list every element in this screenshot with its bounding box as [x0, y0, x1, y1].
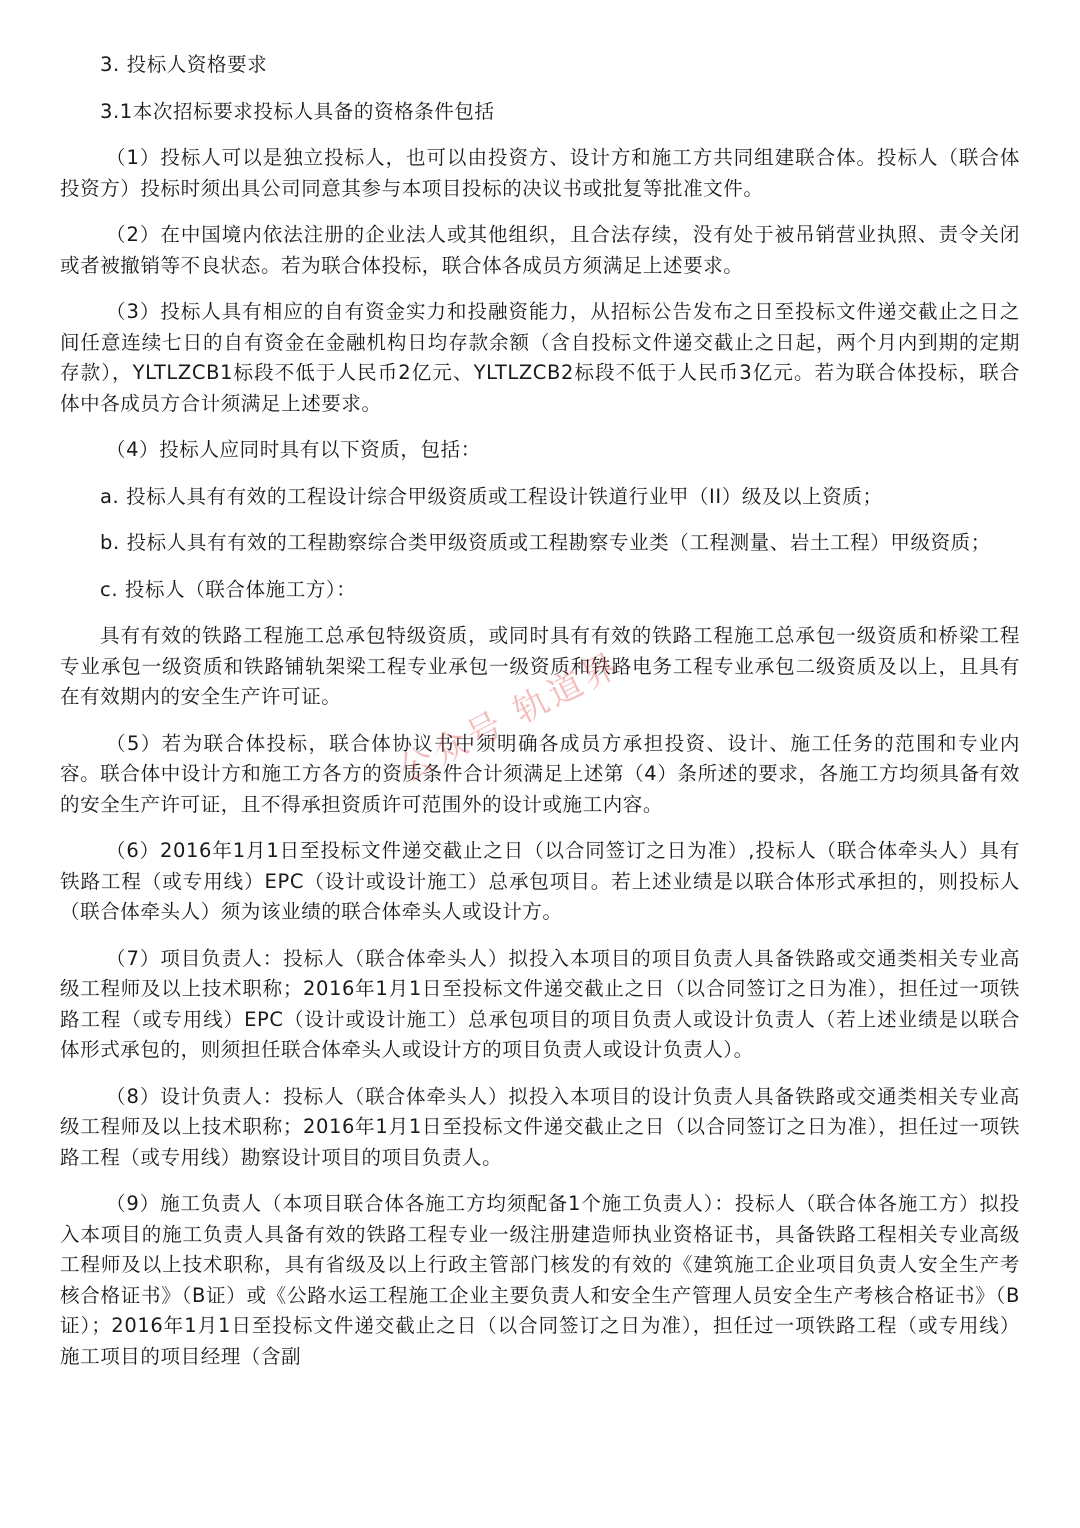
- clause-4c-detail: 具有有效的铁路工程施工总承包特级资质，或同时具有有效的铁路工程施工总承包一级资质和桥梁工程专业承包一级资质和铁路铺轨架梁工程专业承包一级资质和铁路电务工程专业承包二级资质及以上，且具有在有效期内的安全生产许可证。: [60, 624, 1020, 708]
- clause-6: （6）2016年1月1日至投标文件递交截止之日（以合同签订之日为准）,投标人（联合体牵头人）具有铁路工程（或专用线）EPC（设计或设计施工）总承包项目。若上述业绩是以联合体形式承担的，则投标人（联合体牵头人）须为该业绩的联合体牵头人或设计方。: [60, 839, 1020, 923]
- clause-2: （2）在中国境内依法注册的企业法人或其他组织，且合法存续，没有处于被吊销营业执照、责令关闭或者被撤销等不良状态。若为联合体投标，联合体各成员方须满足上述要求。: [60, 223, 1020, 277]
- clause-8: （8）设计负责人：投标人（联合体牵头人）拟投入本项目的设计负责人具备铁路或交通类相关专业高级工程师及以上技术职称；2016年1月1日至投标文件递交截止之日（以合同签订之日为准），担任过一项铁路工程（或专用线）勘察设计项目的项目负责人。: [60, 1084, 1020, 1169]
- clause-4: （4）投标人应同时具有以下资质，包括：: [106, 438, 481, 461]
- clause-4c: c. 投标人（联合体施工方）：: [100, 577, 357, 601]
- section-subheading: 3.1本次招标要求投标人具备的资格条件包括: [100, 99, 495, 123]
- clause-3: （3）投标人具有相应的自有资金实力和投融资能力，从招标公告发布之日至投标文件递交截止之日之间任意连续七日的自有资金在金融机构日均存款余额（含自投标文件递交截止之日起，两个月内到期的定期存款），YLTLZCB1标段不低于人民币2亿元、YLTLZCB2标段不低于人民币3亿元。若为联合体投标，联合体中各成员方合计须满足上述要求。: [60, 300, 1020, 415]
- clause-4b: b. 投标人具有有效的工程勘察综合类甲级资质或工程勘察专业类（工程测量、岩土工程）甲级资质；: [100, 531, 991, 554]
- clause-1: （1）投标人可以是独立投标人，也可以由投资方、设计方和施工方共同组建联合体。投标人（联合体投资方）投标时须出具公司同意其参与本项目投标的决议书或批复等批准文件。: [60, 146, 1020, 200]
- clause-9: （9）施工负责人（本项目联合体各施工方均须配备1个施工负责人）：投标人（联合体各施工方）拟投入本项目的施工负责人具备有效的铁路工程专业一级注册建造师执业资格证书，具备铁路工程相关专业高级工程师及以上技术职称，具有省级及以上行政主管部门核发的有效的《建筑施工企业项目负责人安全生产考核合格证书》（B证）或《公路水运工程施工企业主要负责人和安全生产管理人员安全生产考核合格证书》（B证）；2016年1月1日至投标文件递交截止之日（以合同签订之日为准），担任过一项铁路工程（或专用线）施工项目的项目经理（含副: [60, 1192, 1020, 1368]
- section-heading: 3. 投标人资格要求: [100, 53, 268, 76]
- clause-5: （5）若为联合体投标，联合体协议书中须明确各成员方承担投资、设计、施工任务的范围和专业内容。联合体中设计方和施工方各方的资质条件合计须满足上述第（4）条所述的要求，各施工方均须具备有效的安全生产许可证，且不得承担资质许可范围外的设计或施工内容。: [60, 731, 1020, 816]
- clause-4a: a. 投标人具有有效的工程设计综合甲级资质或工程设计铁道行业甲（II）级及以上资质；: [100, 484, 883, 508]
- watermark-text: 公众号 轨道界: [392, 644, 628, 791]
- clause-7: （7）项目负责人：投标人（联合体牵头人）拟投入本项目的项目负责人具备铁路或交通类相关专业高级工程师及以上技术职称；2016年1月1日至投标文件递交截止之日（以合同签订之日为准），担任过一项铁路工程（或专用线）EPC（设计或设计施工）总承包项目的项目负责人或设计负责人（若上述业绩是以联合体形式承包的，则须担任联合体牵头人或设计方的项目负责人或设计负责人）。: [60, 946, 1020, 1061]
